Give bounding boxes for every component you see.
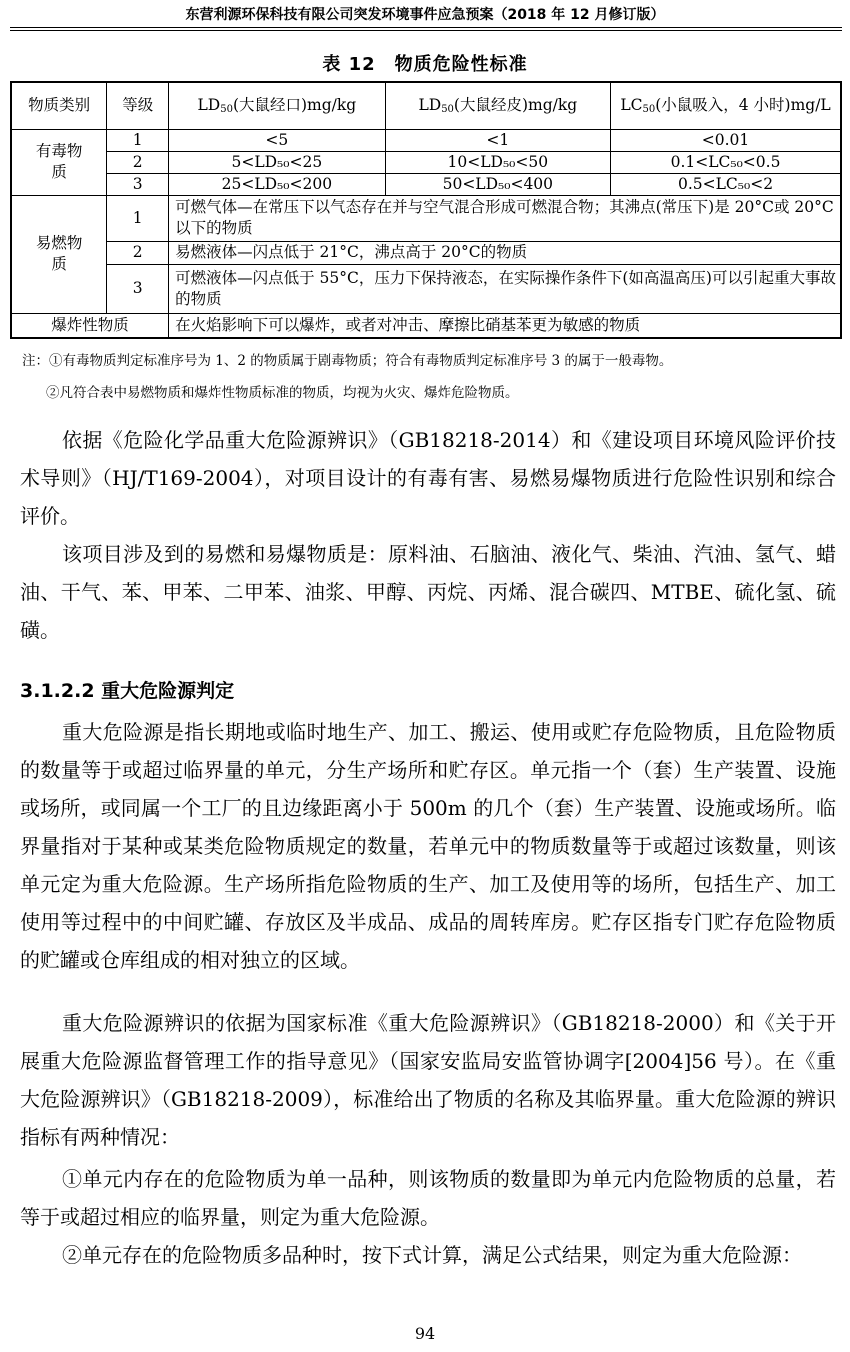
toxic-dermal: <1 (385, 129, 610, 151)
header-grade: 等级 (107, 82, 169, 129)
body-paragraph: 依据《危险化学品重大危险源辨识》（GB18218-2014）和《建设项目环境风险评价技术导则》（HJ/T169-2004），对项目设计的有毒有害、易燃易爆物质进行危险性识别和综合评价。 (20, 428, 836, 528)
toxic-dermal: 10<LD₅₀<50 (385, 151, 610, 173)
header-category: 物质类别 (11, 82, 107, 129)
hazard-standard-table (10, 81, 842, 339)
body-paragraph: ①单元内存在的危险物质为单一品种，则该物质的数量即为单元内危险物质的总量，若等于或超过相应的临界量，则定为重大危险源。 (20, 1167, 836, 1229)
toxic-oral: <5 (169, 129, 386, 151)
header-ld50-oral (169, 82, 386, 129)
flammable-grade: 2 (107, 241, 169, 264)
flammable-category-label: 易燃物质 (11, 195, 107, 313)
explosive-description: 在火焰影响下可以爆炸，或者对冲击、摩擦比硝基苯更为敏感的物质 (169, 313, 841, 338)
table-row (11, 173, 841, 195)
toxic-lc50: <0.01 (611, 129, 841, 151)
body-paragraph: ②单元存在的危险物质多品种时，按下式计算，满足公式结果，则定为重大危险源： (62, 1243, 802, 1267)
flammable-grade: 3 (107, 264, 169, 313)
toxic-dermal: 50<LD₅₀<400 (385, 173, 610, 195)
header-lc50 (611, 82, 841, 129)
body-paragraph: 重大危险源是指长期地或临时地生产、加工、搬运、使用或贮存危险物质，且危险物质的数量等于或超过临界量的单元，分生产场所和贮存区。单元指一个（套）生产装置、设施或场所，或同属一个工厂的且边缘距离小于 500m 的几个（套）生产装置、设施或场所。临界量指对于某种或某类危险物质规定的数量，若单元中的物质数量等于或超过该数量，则该单元定为重大危险源。生产场所指危险物质的生产、加工及使用等的场所，包括生产、加工使用等过程中的中间贮罐、存放区及半成品、成品的周转库房。贮存区指专门贮存危险物质的贮罐或仓库组成的相对独立的区域。 (20, 720, 836, 972)
ld50-dermal-prefix: LD (418, 96, 442, 115)
explosive-category-label: 爆炸性物质 (11, 313, 169, 338)
lc50-suffix: (小鼠吸入，4 小时)mg/L (655, 96, 831, 115)
body-paragraph: 重大危险源辨识的依据为国家标准《重大危险源辨识》（GB18218-2000）和《关于开展重大危险源监督管理工作的指导意见》（国家安监局安监管协调字[2004]56 号）。在《重大危险源辨识》（GB18218-2009），标准给出了物质的名称及其临界量。重大危险源的辨识指标有两种情况： (20, 1011, 836, 1149)
section-heading: 3.1.2.2 重大危险源判定 (20, 680, 235, 702)
toxic-lc50: 0.1<LC₅₀<0.5 (611, 151, 841, 173)
flammable-description: 可燃液体—闪点低于 55°C，压力下保持液态，在实际操作条件下(如高温高压)可以引起重大事故的物质 (169, 264, 841, 313)
table-note-1: 注：①有毒物质判定标准序号为 1、2 的物质属于剧毒物质；符合有毒物质判定标准序号 3 的属于一般毒物。 (22, 353, 673, 369)
header-rule (10, 27, 842, 28)
header-ld50-dermal (385, 82, 610, 129)
table-row (11, 313, 841, 338)
lc50-prefix: LC (620, 96, 643, 115)
flammable-description: 易燃液体—闪点低于 21°C，沸点高于 20°C的物质 (169, 241, 841, 264)
flammable-grade: 1 (107, 195, 169, 241)
table-row (11, 264, 841, 313)
table-row (11, 129, 841, 151)
flammable-description: 可燃气体—在常压下以气态存在并与空气混合形成可燃混合物；其沸点(常压下)是 20°C或 20°C以下的物质 (169, 195, 841, 241)
page-header: 东营利源环保科技有限公司突发环境事件应急预案（2018 年 12 月修订版） (185, 7, 665, 23)
table-row (11, 241, 841, 264)
lc50-subscript: 50 (642, 104, 656, 116)
toxic-oral: 5<LD₅₀<25 (169, 151, 386, 173)
table-note-2: ②凡符合表中易燃物质和爆炸性物质标准的物质，均视为火灾、爆炸危险物质。 (46, 385, 519, 401)
table-row (11, 195, 841, 241)
table-caption: 表 12 物质危险性标准 (322, 54, 528, 75)
header-rule-double (10, 30, 842, 31)
toxic-category-label: 有毒物质 (11, 129, 107, 195)
table-row (11, 151, 841, 173)
page-number: 94 (414, 1324, 436, 1343)
ld50-dermal-suffix: (大鼠经皮)mg/kg (453, 96, 578, 115)
ld50-oral-subscript: 50 (220, 104, 233, 116)
body-paragraph: 该项目涉及到的易燃和易爆物质是：原料油、石脑油、液化气、柴油、汽油、氢气、蜡油、干气、苯、甲苯、二甲苯、油浆、甲醇、丙烷、丙烯、混合碳四、MTBE、硫化氢、硫磺。 (20, 542, 836, 642)
toxic-grade: 2 (107, 151, 169, 173)
table-header-row (11, 82, 841, 129)
ld50-oral-suffix: (大鼠经口)mg/kg (232, 96, 357, 115)
ld50-oral-prefix: LD (197, 96, 221, 115)
toxic-lc50: 0.5<LC₅₀<2 (611, 173, 841, 195)
ld50-dermal-subscript: 50 (441, 104, 454, 116)
toxic-grade: 1 (107, 129, 169, 151)
toxic-grade: 3 (107, 173, 169, 195)
toxic-oral: 25<LD₅₀<200 (169, 173, 386, 195)
